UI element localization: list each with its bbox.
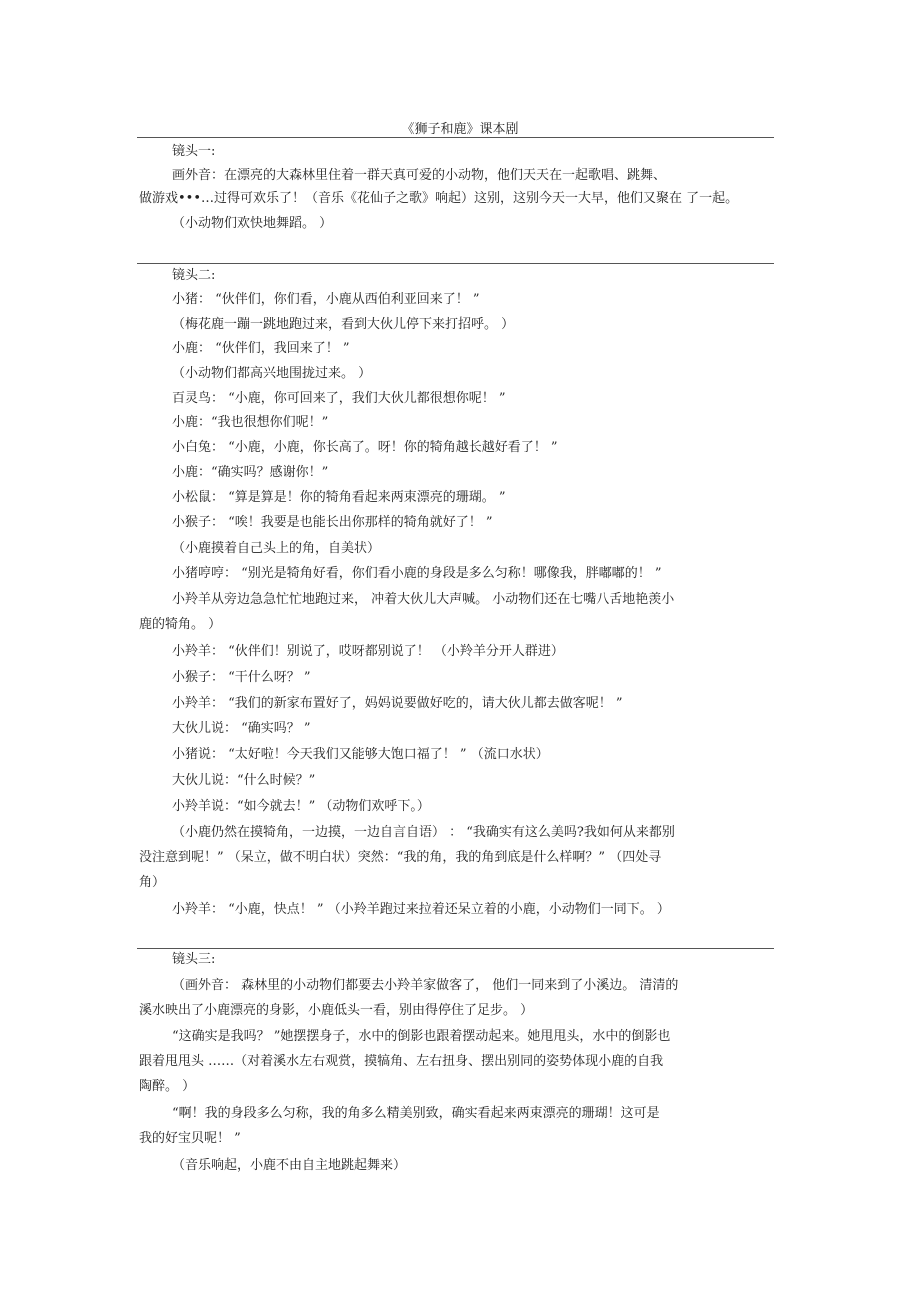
dialogue-line: 小鹿：“确实吗？感谢你！” — [172, 465, 329, 480]
scene1-narration-line: 画外音：在漂亮的大森林里住着一群天真可爱的小动物，他们天天在一起歌唱、跳舞、 — [172, 168, 667, 183]
dialogue-line: 小猴子： “唉！我要是也能长出你那样的犄角就好了！ ” — [172, 515, 493, 530]
dialogue-line: 小羚羊说：“如今就去！” （动物们欢呼下。） — [172, 799, 430, 814]
dialogue-line: 小猪说： “太好啦！今天我们又能够大饱口福了！ ” （流口水状） — [172, 747, 549, 762]
dialogue-line: 小羚羊： “小鹿，快点！ ” （小羚羊跑过来拉着还呆立着的小鹿，小动物们一同下。 ） — [172, 902, 670, 917]
dialogue-line: 没注意到呢！” （呆立，做不明白状）突然：“我的角，我的角到底是什么样啊？” （四处寻 — [139, 850, 662, 865]
scene1-action: （小动物们欢快地舞蹈。 ） — [172, 216, 333, 231]
scene3-paragraph-line: 陶醉。 ） — [139, 1079, 196, 1094]
dialogue-line: （小鹿仍然在摸犄角，一边摸，一边自言自语） ： “我确实有这么美吗?我如何从来都别 — [172, 825, 675, 840]
dialogue-line: 小羚羊： “我们的新家布置好了，妈妈说要做好吃的，请大伙儿都去做客呢！ ” — [172, 696, 623, 711]
dialogue-line: （梅花鹿一蹦一跳地跑过来，看到大伙儿停下来打招呼。 ） — [172, 317, 515, 332]
dialogue-line: 大伙儿说：“什么时候？” — [172, 773, 316, 788]
dialogue-line: 小鹿：“我也很想你们呢！” — [172, 415, 329, 430]
dialogue-line: 鹿的犄角。 ） — [139, 617, 222, 632]
dialogue-line: 小猪哼哼： “别光是犄角好看，你们看小鹿的身段是多么匀称！哪像我，胖嘟嘟的！ ” — [172, 566, 662, 581]
scene3-paragraph-line: （画外音： 森林里的小动物们都要去小羚羊家做客了， 他们一同来到了小溪边。 清清的 — [172, 978, 679, 993]
scene3-paragraph-line: （音乐响起，小鹿不由自主地跳起舞来） — [172, 1158, 407, 1173]
scene3-paragraph-line: 我的好宝贝呢！ ” — [139, 1131, 241, 1146]
scene3-paragraph-line: “啊！我的身段多么匀称，我的角多么精美别致，确实看起来两束漂亮的珊瑚！这可是 — [172, 1106, 660, 1121]
dialogue-line: 小鹿： “伙伴们，我回来了！ ” — [172, 341, 350, 356]
document-title: 《狮子和鹿》课本剧 — [401, 122, 519, 137]
dialogue-line: 小猪： “伙伴们，你们看，小鹿从西伯利亚回来了！ ” — [172, 292, 480, 307]
scene-divider — [137, 948, 774, 949]
scene3-paragraph-line: 跟着甩甩头 ……（对着溪水左右观赏，摸犒角、左右扭身、摆出别同的姿势体现小鹿的自我 — [139, 1054, 664, 1069]
dialogue-line: （小鹿摸着自己头上的角，自美状） — [172, 541, 381, 556]
scene1-narration-line: 做游戏•••…过得可欢乐了！（音乐《花仙子之歌》响起）这别，这别今天一大早，他们又聚在 了一起。 — [139, 191, 739, 206]
scene2-heading: 镜头二: — [172, 268, 216, 283]
dialogue-line: 角） — [139, 875, 166, 890]
scene1-heading: 镜头一: — [172, 144, 216, 159]
dialogue-line: 小猴子： “干什么呀？ ” — [172, 670, 311, 685]
scene3-heading: 镜头三: — [172, 952, 216, 967]
dialogue-line: 小羚羊从旁边急急忙忙地跑过来， 冲着大伙儿大声喊。 小动物们还在七嘴八舌地艳羡小 — [172, 592, 675, 607]
scene3-paragraph-line: 溪水映出了小鹿漂亮的身影，小鹿低头一看，别由得停住了足步。 ） — [139, 1003, 534, 1018]
title-divider — [137, 137, 774, 138]
scene-divider — [137, 263, 774, 264]
dialogue-line: 小白兔： “小鹿，小鹿，你长高了。呀！你的犄角越长越好看了！ ” — [172, 440, 558, 455]
dialogue-line: 小松鼠： “算是算是！你的犄角看起来两束漂亮的珊瑚。 ” — [172, 490, 506, 505]
dialogue-line: 小羚羊： “伙伴们！别说了，哎呀都别说了！ （小羚羊分开人群进） — [172, 644, 564, 659]
dialogue-line: 百灵鸟： “小鹿，你可回来了，我们大伙儿都很想你呢！ ” — [172, 391, 506, 406]
dialogue-line: （小动物们都高兴地围拢过来。 ） — [172, 366, 372, 381]
dialogue-line: 大伙儿说： “确实吗？ ” — [172, 721, 311, 736]
scene3-paragraph-line: “这确实是我吗？ ”她摆摆身子，水中的倒影也跟着摆动起来。她甩甩头，水中的倒影也 — [172, 1029, 671, 1044]
